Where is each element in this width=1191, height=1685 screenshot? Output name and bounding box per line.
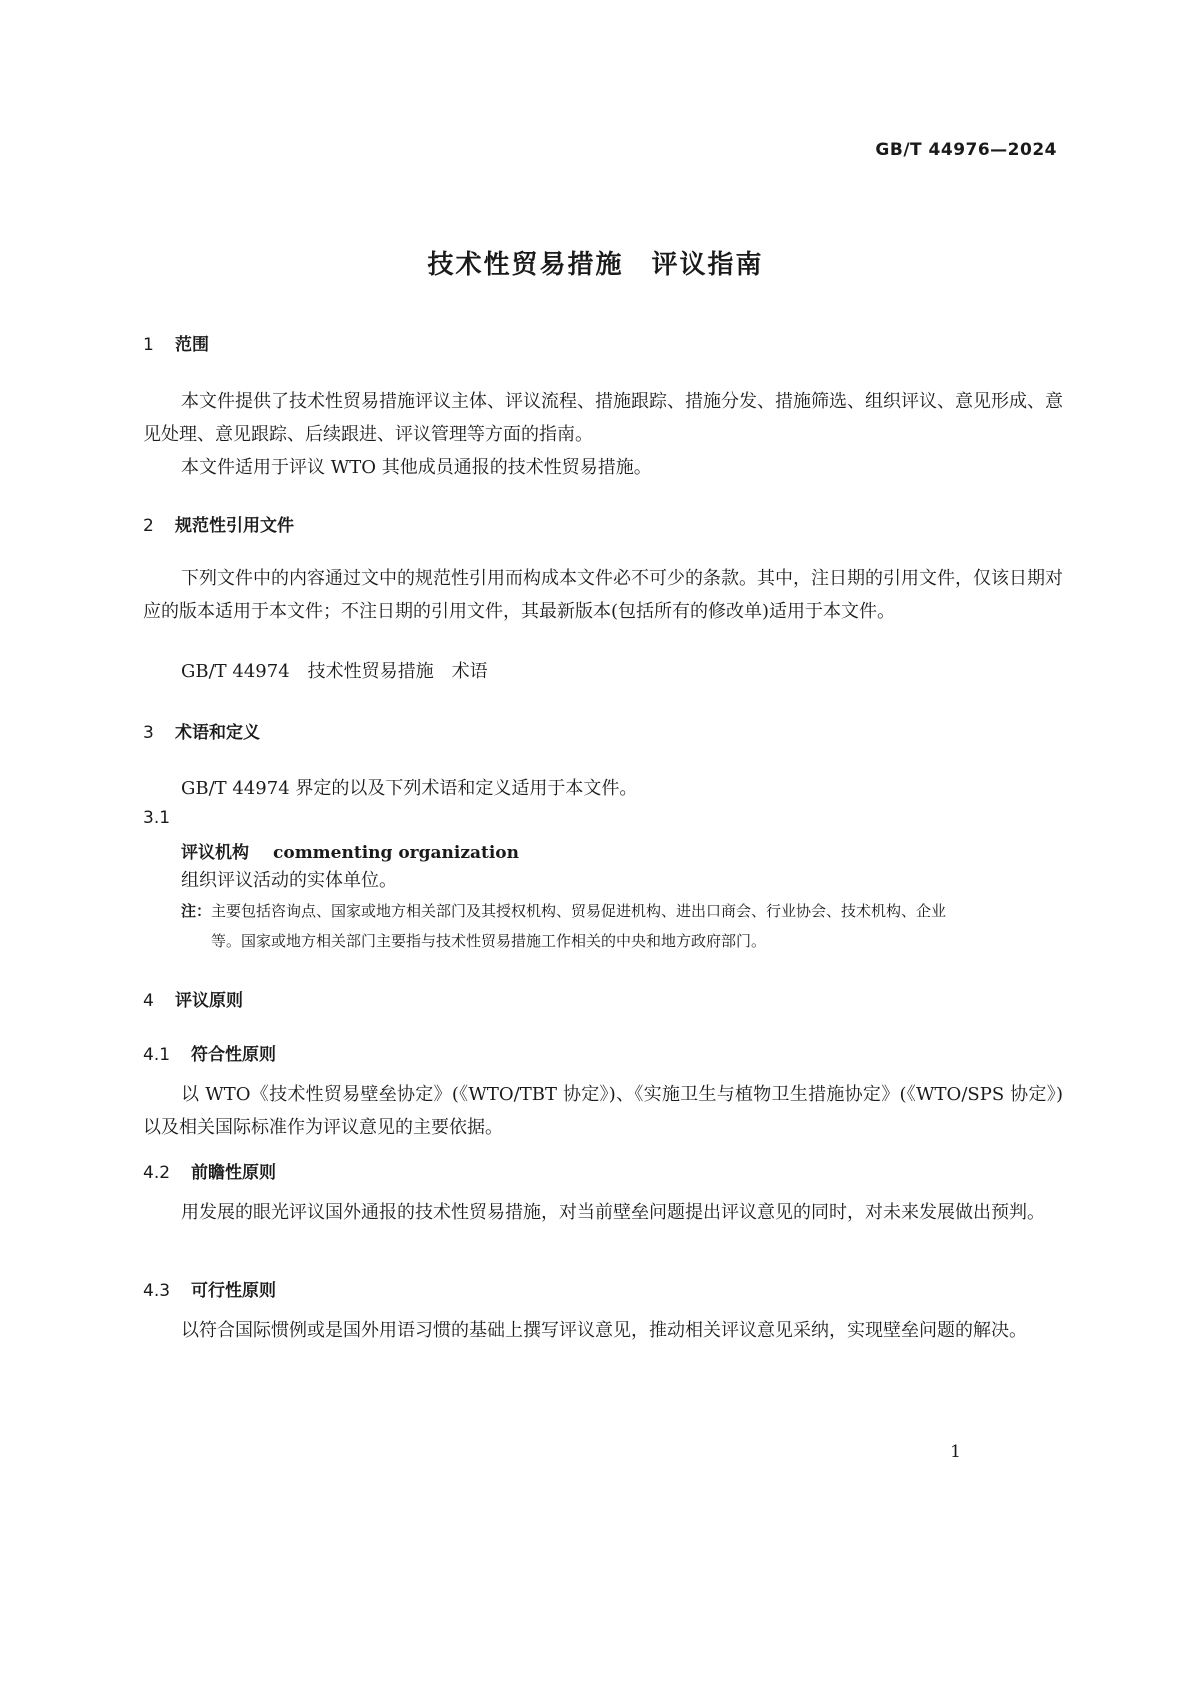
- section-3-paragraph-1: GB/T 44974 界定的以及下列术语和定义适用于本文件。: [181, 778, 638, 799]
- standard-code: GB/T 44976—2024: [875, 140, 1057, 160]
- term-english: commenting organization: [273, 843, 520, 863]
- section-number: 2: [143, 516, 154, 536]
- note-label: 注：: [181, 902, 212, 920]
- document-title: 技术性贸易措施 评议指南: [427, 250, 764, 280]
- section-title: 评议原则: [175, 991, 243, 1011]
- subsection-number: 4.2: [143, 1163, 171, 1183]
- section-1-paragraph-1: 本文件提供了技术性贸易措施评议主体、评议流程、措施跟踪、措施分发、措施筛选、组织评议、意见形成、意见处理、意见跟踪、后续跟进、评议管理等方面的指南。: [143, 391, 1063, 445]
- subsection-4-3-heading: [143, 1276, 1063, 1301]
- page-number: 1: [950, 1442, 961, 1462]
- term-definition: 组织评议活动的实体单位。: [181, 870, 397, 891]
- subsection-4-1-heading: [143, 1040, 1063, 1065]
- subsection-title: 可行性原则: [191, 1281, 276, 1301]
- term-chinese: 评议机构: [181, 843, 249, 863]
- section-2-paragraph-1: 下列文件中的内容通过文中的规范性引用而构成本文件必不可少的条款。其中，注日期的引用文件，仅该日期对应的版本适用于本文件；不注日期的引用文件，其最新版本(包括所有的修改单)适用于本文件。: [143, 568, 1063, 622]
- subsection-title: 前瞻性原则: [191, 1163, 276, 1183]
- term-number: 3.1: [143, 808, 171, 828]
- subsection-4-1-paragraph: 以 WTO《技术性贸易壁垒协定》(《WTO/TBT 协定》)、《实施卫生与植物卫生措施协定》(《WTO/SPS 协定》)以及相关国际标准作为评议意见的主要依据。: [143, 1084, 1063, 1138]
- subsection-title: 符合性原则: [191, 1045, 276, 1065]
- subsection-4-2-heading: [143, 1158, 1063, 1183]
- section-3-heading: [143, 718, 1063, 743]
- subsection-number: 4.1: [143, 1045, 171, 1065]
- section-1-heading: [143, 330, 1063, 355]
- section-number: 3: [143, 723, 154, 743]
- normative-reference: GB/T 44974 技术性贸易措施 术语: [181, 661, 488, 682]
- note-line-1: 主要包括咨询点、国家或地方相关部门及其授权机构、贸易促进机构、进出口商会、行业协会、技术机构、企业: [211, 902, 947, 920]
- subsection-4-2-paragraph: 用发展的眼光评议国外通报的技术性贸易措施，对当前壁垒问题提出评议意见的同时，对未来发展做出预判。: [181, 1202, 1045, 1223]
- section-2-heading: [143, 511, 1063, 536]
- section-title: 术语和定义: [175, 723, 260, 743]
- section-1-paragraph-2: 本文件适用于评议 WTO 其他成员通报的技术性贸易措施。: [181, 457, 652, 478]
- subsection-number: 4.3: [143, 1281, 171, 1301]
- section-title: 规范性引用文件: [175, 516, 294, 536]
- term-note: [143, 896, 1101, 956]
- term-entry: [143, 838, 1101, 863]
- section-number: 1: [143, 335, 154, 355]
- note-line-2: 等。国家或地方相关部门主要指与技术性贸易措施工作相关的中央和地方政府部门。: [211, 932, 767, 950]
- section-number: 4: [143, 991, 154, 1011]
- section-4-heading: [143, 986, 1063, 1011]
- subsection-4-3-paragraph: 以符合国际惯例或是国外用语习惯的基础上撰写评议意见，推动相关评议意见采纳，实现壁垒问题的解决。: [181, 1320, 1027, 1341]
- section-title: 范围: [175, 335, 209, 355]
